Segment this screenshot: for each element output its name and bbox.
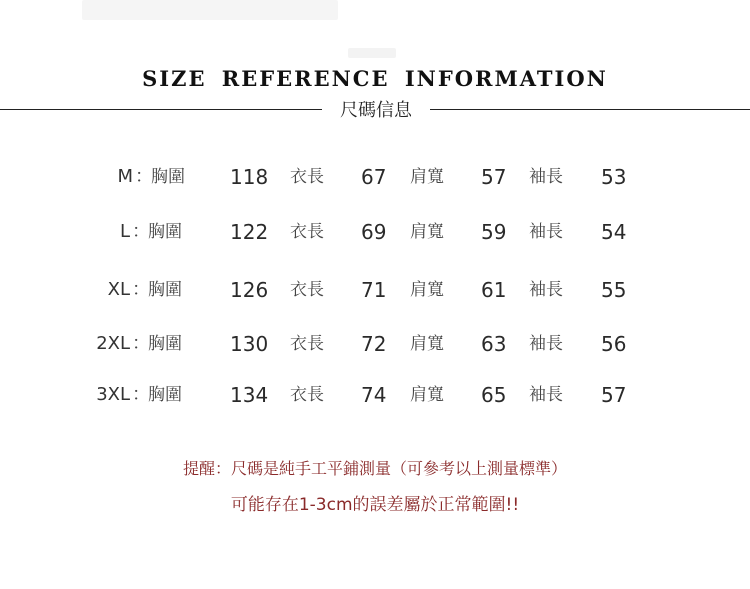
tolerance-note: 可能存在1-3cm的誤差屬於正常範圍!! xyxy=(230,495,520,515)
sleeve-label: 袖長 xyxy=(529,167,563,187)
length-value: 67 xyxy=(361,165,387,189)
shoulder-value: 63 xyxy=(481,332,507,356)
shoulder-value: 61 xyxy=(481,278,507,302)
separator: ： xyxy=(135,166,153,187)
chest-value: 130 xyxy=(230,332,269,356)
length-value: 71 xyxy=(361,278,387,302)
separator: ： xyxy=(132,384,150,405)
length-label: 衣長 xyxy=(290,385,324,405)
sleeve-label: 袖長 xyxy=(529,385,563,405)
section-subtitle: 尺碼信息 xyxy=(340,100,412,121)
shoulder-value: 65 xyxy=(481,383,507,407)
size-label: 3XL xyxy=(96,384,130,405)
size-row-l xyxy=(0,217,750,247)
sleeve-value: 55 xyxy=(601,278,627,302)
separator: ： xyxy=(132,333,150,354)
chest-label: 胸圍 xyxy=(151,167,185,187)
shoulder-label: 肩寬 xyxy=(410,385,444,405)
shoulder-label: 肩寬 xyxy=(410,167,444,187)
length-value: 72 xyxy=(361,332,387,356)
size-label: L xyxy=(119,221,130,242)
size-label: 2XL xyxy=(96,333,130,354)
chest-label: 胸圍 xyxy=(148,334,182,354)
sleeve-value: 53 xyxy=(601,165,627,189)
chest-value: 118 xyxy=(230,165,269,189)
length-label: 衣長 xyxy=(290,167,324,187)
sleeve-value: 56 xyxy=(601,332,627,356)
page-title: SIZE REFERENCE INFORMATION xyxy=(142,66,608,91)
size-row-xl xyxy=(0,275,750,305)
shoulder-label: 肩寬 xyxy=(410,280,444,300)
length-value: 74 xyxy=(361,383,387,407)
chest-label: 胸圍 xyxy=(148,222,182,242)
size-row-3xl xyxy=(0,380,750,410)
sleeve-label: 袖長 xyxy=(529,334,563,354)
sleeve-label: 袖長 xyxy=(529,280,563,300)
chest-label: 胸圍 xyxy=(148,385,182,405)
sleeve-label: 袖長 xyxy=(529,222,563,242)
size-row-2xl xyxy=(0,329,750,359)
separator: ： xyxy=(132,279,150,300)
sleeve-value: 54 xyxy=(601,220,627,244)
shoulder-value: 57 xyxy=(481,165,507,189)
shoulder-label: 肩寬 xyxy=(410,334,444,354)
sleeve-value: 57 xyxy=(601,383,627,407)
length-label: 衣長 xyxy=(290,334,324,354)
separator: ： xyxy=(132,221,150,242)
chest-value: 134 xyxy=(230,383,269,407)
size-label: XL xyxy=(107,279,130,300)
shoulder-value: 59 xyxy=(481,220,507,244)
chest-value: 126 xyxy=(230,278,269,302)
length-label: 衣長 xyxy=(290,280,324,300)
shoulder-label: 肩寬 xyxy=(410,222,444,242)
size-row-m xyxy=(0,162,750,192)
measurement-note: 提醒：尺碼是純手工平鋪測量（可參考以上測量標準） xyxy=(182,459,567,478)
chest-label: 胸圍 xyxy=(148,280,182,300)
length-value: 69 xyxy=(361,220,387,244)
length-label: 衣長 xyxy=(290,222,324,242)
size-label: M xyxy=(117,166,133,187)
chest-value: 122 xyxy=(230,220,269,244)
